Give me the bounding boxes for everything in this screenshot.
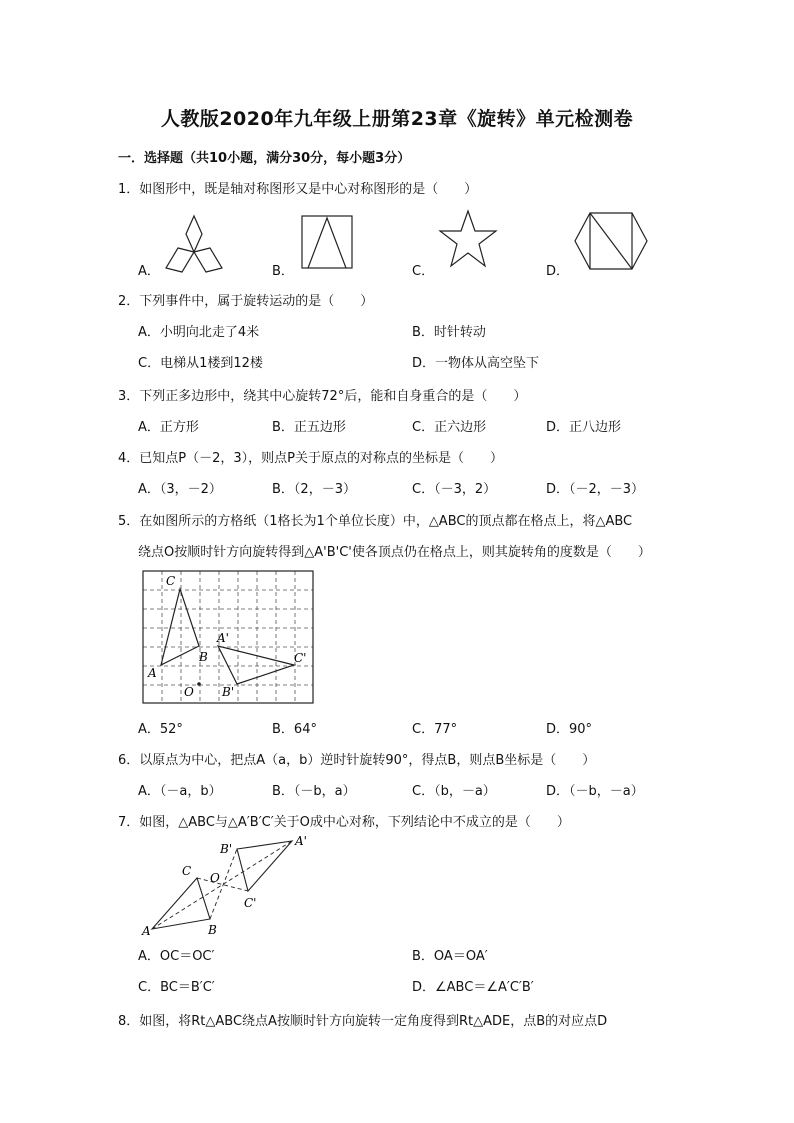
page-title: 人教版2020年九年级上册第23章《旋转》单元检测卷 <box>160 108 634 130</box>
q5-label-b: B <box>199 650 208 664</box>
q1-figure-b-square-triangle <box>300 214 354 270</box>
q5-label-b-prime: B' <box>222 685 235 699</box>
q5-option-a: A．52° <box>138 722 183 737</box>
q7-option-c: C．BC＝B′C′ <box>138 980 215 995</box>
q7-symmetry-figure <box>140 835 320 937</box>
q1-option-b: B． <box>272 264 294 279</box>
q5-grid-figure <box>142 570 314 704</box>
q4-option-c: C．（－3，2） <box>412 482 497 497</box>
q6-option-d: D．（－b，－a） <box>546 784 644 799</box>
q2-option-d: D．一物体从高空坠下 <box>412 356 540 371</box>
q6-option-a: A．（－a，b） <box>138 784 222 799</box>
question-7-stem: 7．如图，△ABC与△A′B′C′关于O成中心对称，下列结论中不成立的是（ ） <box>118 815 570 830</box>
q5-option-c: C．77° <box>412 722 458 737</box>
question-5-stem: 5．在如图所示的方格纸（1格长为1个单位长度）中，△ABC的顶点都在格点上，将△ABC <box>118 514 633 529</box>
q5-label-a-prime: A' <box>217 631 229 645</box>
q2-option-c: C．电梯从1楼到12楼 <box>138 356 263 371</box>
q5-option-d: D．90° <box>546 722 593 737</box>
q3-option-a: A．正方形 <box>138 420 199 435</box>
q7-label-a: A <box>142 924 151 937</box>
q1-option-c: C． <box>412 264 435 279</box>
q2-option-a: A．小明向北走了4米 <box>138 325 260 340</box>
q5-label-c: C <box>166 574 176 588</box>
q3-option-b: B．正五边形 <box>272 420 346 435</box>
question-6-stem: 6．以原点为中心，把点A（a，b）逆时针旋转90°，得点B，则点B坐标是（ ） <box>118 753 596 768</box>
q3-option-d: D．正八边形 <box>546 420 622 435</box>
q7-label-b-prime: B' <box>220 842 233 856</box>
q7-label-b: B <box>208 923 217 937</box>
q7-option-a: A．OC＝OC′ <box>138 949 215 964</box>
q4-option-b: B．（2，－3） <box>272 482 356 497</box>
q5-label-o: O <box>184 685 194 699</box>
q1-figure-c-star <box>437 208 499 270</box>
q3-option-c: C．正六边形 <box>412 420 487 435</box>
q6-option-c: C．（b，－a） <box>412 784 496 799</box>
q5-option-b: B．64° <box>272 722 317 737</box>
q5-label-c-prime: C' <box>294 651 307 665</box>
q1-figure-a-rhombi <box>165 212 225 274</box>
q1-option-a: A． <box>138 264 160 279</box>
q2-option-b: B．时针转动 <box>412 325 486 340</box>
question-1-stem: 1．如图形中，既是轴对称图形又是中心对称图形的是（ ） <box>118 182 478 197</box>
q7-label-c: C <box>182 864 192 878</box>
q4-option-d: D．（－2，－3） <box>546 482 645 497</box>
q1-option-d: D． <box>546 264 570 279</box>
q1-figure-d-hexagon <box>572 210 650 272</box>
q7-option-b: B．OA＝OA′ <box>412 949 488 964</box>
q6-option-b: B．（－b，a） <box>272 784 356 799</box>
q5-label-a: A <box>148 666 157 680</box>
question-8-stem: 8．如图，将Rt△ABC绕点A按顺时针方向旋转一定角度得到Rt△ADE，点B的对应点D <box>118 1014 608 1029</box>
q7-option-d: D．∠ABC＝∠A′C′B′ <box>412 980 534 995</box>
q7-label-c-prime: C' <box>244 896 257 910</box>
question-2-stem: 2．下列事件中，属于旋转运动的是（ ） <box>118 294 374 309</box>
q7-label-a-prime: A' <box>295 835 307 848</box>
q4-option-a: A．（3，－2） <box>138 482 222 497</box>
q7-label-o: O <box>210 871 220 885</box>
question-4-stem: 4．已知点P（－2，3），则点P关于原点的对称点的坐标是（ ） <box>118 451 503 466</box>
section-heading: 一．选择题（共10小题，满分30分，每小题3分） <box>118 151 411 166</box>
question-3-stem: 3．下列正多边形中，绕其中心旋转72°后，能和自身重合的是（ ） <box>118 389 527 404</box>
question-5-stem-line2: 绕点O按顺时针方向旋转得到△A'B'C'使各顶点仍在格点上，则其旋转角的度数是（ ） <box>138 545 651 560</box>
